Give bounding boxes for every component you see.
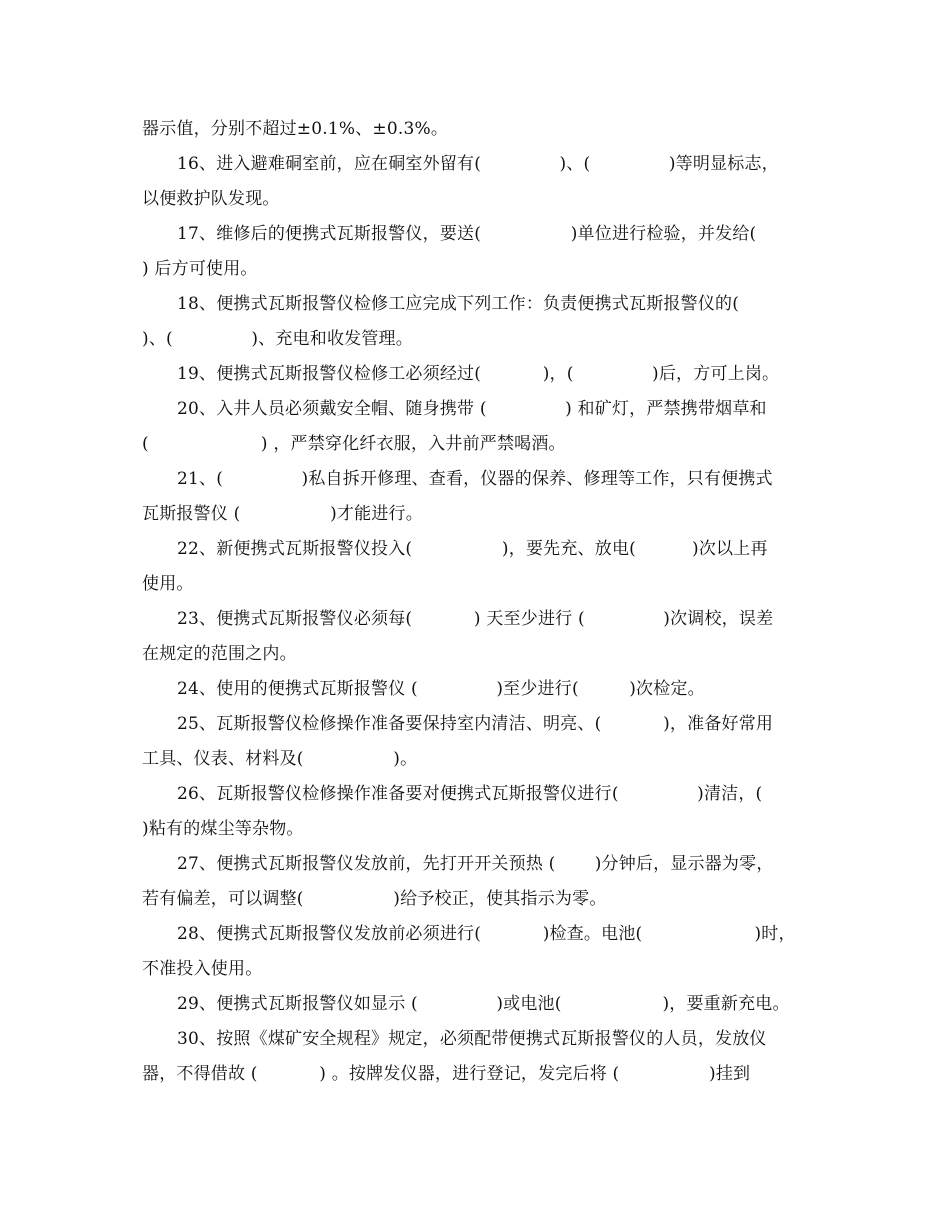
question-30: 30、按照《煤矿安全规程》规定，必须配带便携式瓦斯报警仪的人员，发放仪 (177, 1029, 767, 1049)
question-26: 26、瓦斯报警仪检修操作准备要对便携式瓦斯报警仪进行( )清洁，( (177, 784, 763, 804)
text-line: 使用。 (142, 574, 194, 594)
text-line: )粘有的煤尘等杂物。 (142, 819, 304, 839)
question-25: 25、瓦斯报警仪检修操作准备要保持室内清洁、明亮、( )，准备好常用 (177, 714, 774, 734)
question-17: 17、维修后的便携式瓦斯报警仪，要送( )单位进行检验，并发给( (177, 224, 757, 244)
text-line: 器示值，分别不超过±0.1%、±0.3%。 (142, 119, 449, 139)
question-28: 28、便携式瓦斯报警仪发放前必须进行( )检查。电池( )时， (177, 924, 796, 944)
text-line: 不准投入使用。 (142, 959, 263, 979)
text-line: ) 后方可使用。 (142, 259, 258, 279)
question-16: 16、进入避难硐室前，应在硐室外留有( )、( )等明显标志， (177, 154, 779, 174)
text-line: )、( )、充电和收发管理。 (142, 329, 413, 349)
text-line: 工具、仪表、材料及( )。 (142, 749, 418, 769)
question-19: 19、便携式瓦斯报警仪检修工必须经过( )，( )后，方可上岗。 (177, 364, 780, 384)
question-22: 22、新便携式瓦斯报警仪投入( )，要先充、放电( )次以上再 (177, 539, 768, 559)
text-line: 瓦斯报警仪 ( )才能进行。 (142, 504, 423, 524)
text-line: ( ) ，严禁穿化纤衣服，入井前严禁喝酒。 (142, 434, 566, 454)
question-21: 21、( )私自拆开修理、查看，仪器的保养、修理等工作，只有便携式 (177, 469, 773, 489)
text-line: 器，不得借故 ( ) 。按牌发仪器，进行登记，发完后将 ( )挂到 (142, 1064, 751, 1084)
text-line: 若有偏差，可以调整( )给予校正，使其指示为零。 (142, 889, 607, 909)
question-24: 24、使用的便携式瓦斯报警仪 ( )至少进行( )次检定。 (177, 679, 705, 699)
question-29: 29、便携式瓦斯报警仪如显示 ( )或电池( )，要重新充电。 (177, 994, 790, 1014)
question-27: 27、便携式瓦斯报警仪发放前，先打开开关预热 ( )分钟后，显示器为零， (177, 854, 774, 874)
question-18: 18、便携式瓦斯报警仪检修工应完成下列工作：负责便携式瓦斯报警仪的( (177, 294, 740, 314)
question-23: 23、便携式瓦斯报警仪必须每( ) 天至少进行 ( )次调校，误差 (177, 609, 774, 629)
text-line: 在规定的范围之内。 (142, 644, 297, 664)
question-20: 20、入井人员必须戴安全帽、随身携带 ( ) 和矿灯，严禁携带烟草和 (177, 399, 767, 419)
text-line: 以便救护队发现。 (142, 189, 280, 209)
